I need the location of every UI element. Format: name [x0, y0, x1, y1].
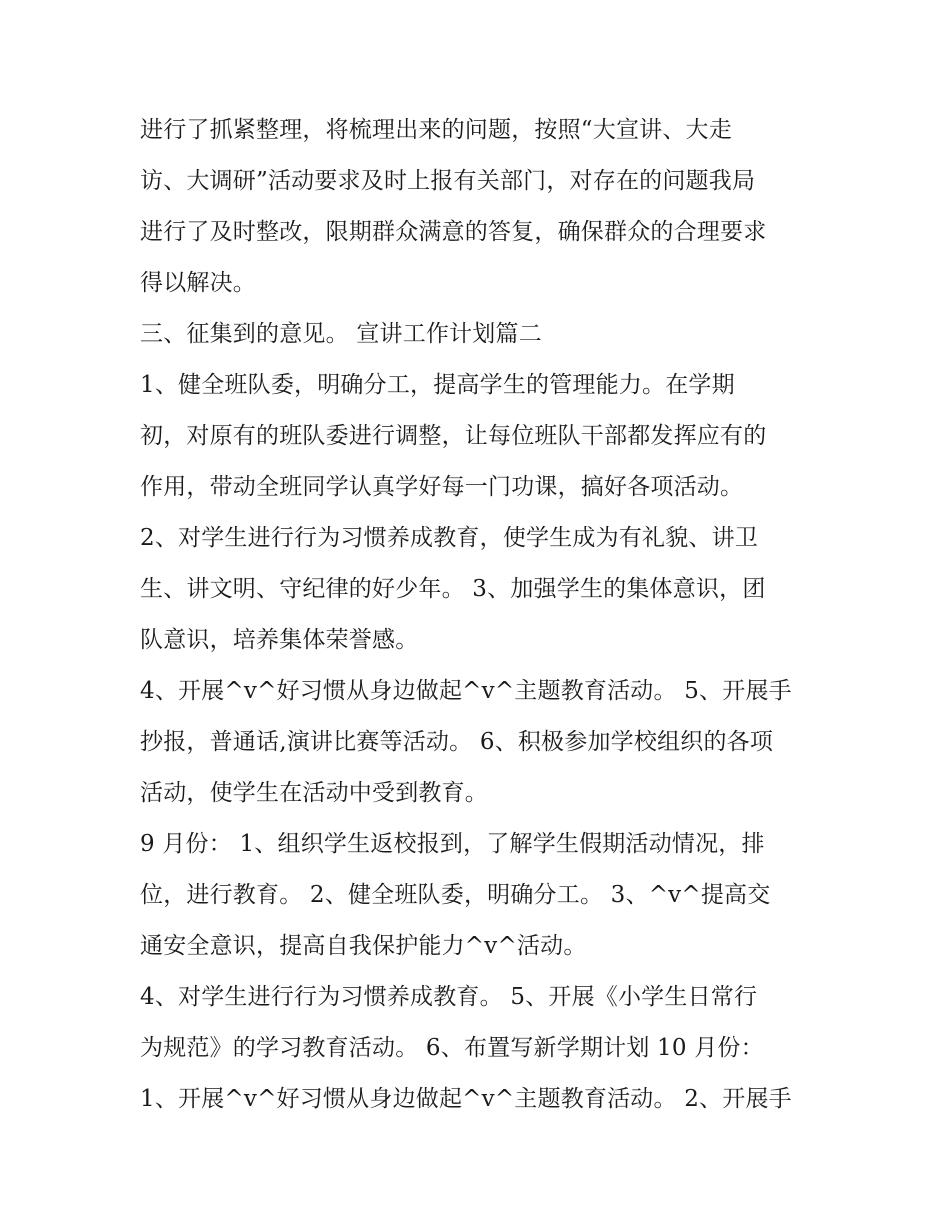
text-line: 4、对学生进行行为习惯养成教育。 5、开展《小学生日常行	[140, 984, 758, 1010]
text-line: 通安全意识，提高自我保护能力^v^活动。	[140, 933, 587, 959]
text-line: 初，对原有的班队委进行调整，让每位班队干部都发挥应有的	[140, 423, 767, 449]
text-line: 活动，使学生在活动中受到教育。	[140, 780, 488, 806]
text-line: 队意识，培养集体荣誉感。	[140, 627, 419, 653]
text-line: 生、讲文明、守纪律的好少年。 3、加强学生的集体意识，团	[140, 576, 766, 602]
text-line: 访、大调研”活动要求及时上报有关部门，对存在的问题我局	[140, 168, 756, 194]
text-line: 为规范》的学习教育活动。 6、布置写新学期计划 10 月份：	[140, 1035, 764, 1061]
text-line: 位，进行教育。 2、健全班队委，明确分工。 3、^v^提高交	[140, 882, 771, 908]
text-line: 1、健全班队委，明确分工，提高学生的管理能力。在学期	[140, 372, 735, 398]
text-line: 2、对学生进行行为习惯养成教育，使学生成为有礼貌、讲卫	[140, 525, 759, 551]
text-line: 1、开展^v^好习惯从身边做起^v^主题教育活动。 2、开展手	[140, 1086, 792, 1112]
text-line: 进行了抓紧整理，将梳理出来的问题，按照“大宣讲、大走	[140, 117, 732, 143]
text-line: 作用，带动全班同学认真学好每一门功课，搞好各项活动。	[140, 474, 744, 500]
text-line: 进行了及时整改，限期群众满意的答复，确保群众的合理要求	[140, 219, 767, 245]
text-line: 4、开展^v^好习惯从身边做起^v^主题教育活动。 5、开展手	[140, 678, 792, 704]
text-line: 9 月份： 1、组织学生返校报到，了解学生假期活动情况，排	[140, 831, 765, 857]
text-line: 得以解决。	[140, 270, 256, 296]
text-line: 三、征集到的意见。 宣讲工作计划篇二	[140, 321, 542, 347]
text-line: 抄报，普通话,演讲比赛等活动。 6、积极参加学校组织的各项	[140, 729, 774, 755]
